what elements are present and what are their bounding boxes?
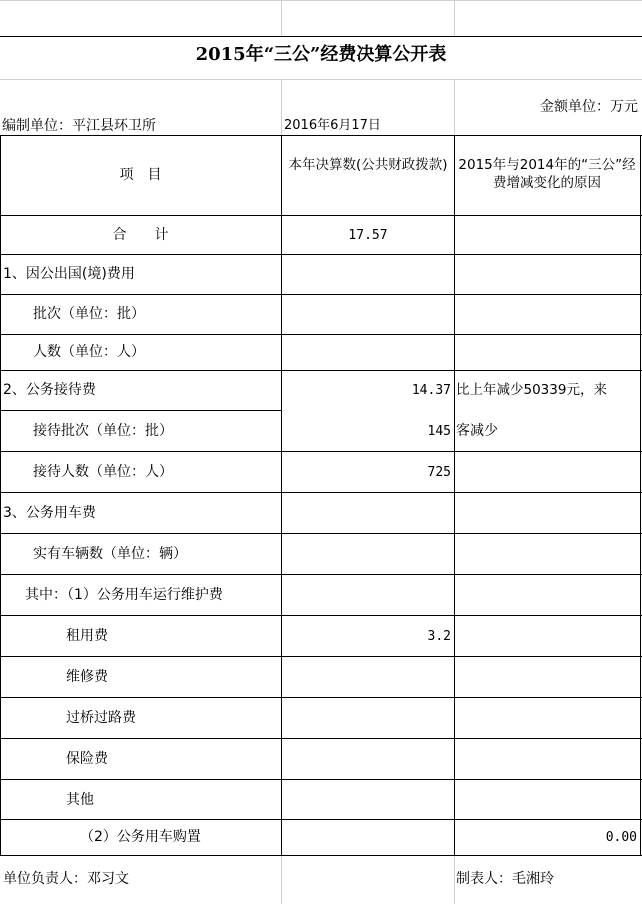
row-reception-label: 2、公务接待费: [3, 382, 96, 398]
row-insurance-label: 保险费: [66, 751, 108, 767]
date-label: 2016年6月17日: [284, 118, 381, 133]
row-purchase-label: （2）公务用车购置: [80, 829, 201, 845]
unit-label: 金额单位：万元: [540, 99, 638, 115]
row-vehicle-maint-label: 其中：（1）公务用车运行维护费: [25, 587, 223, 603]
row-reception-people-amount: 725: [427, 465, 451, 480]
row-reception-batches-label: 接待批次（单位：批）: [33, 423, 173, 439]
row-vehicle-count-label: 实有车辆数（单位：辆）: [33, 546, 187, 562]
row-other-label: 其他: [66, 792, 94, 808]
row-reception-batches-reason: 客减少: [456, 423, 498, 439]
org-label: 编制单位：平江县环卫所: [2, 118, 156, 134]
row-repair-label: 维修费: [66, 669, 108, 685]
row-rent-label: 租用费: [66, 628, 108, 644]
page-title: 2015年“三公”经费决算公开表: [195, 44, 447, 65]
row-vehicle-label: 3、公务用车费: [3, 505, 96, 521]
header-reason: 2015年与2014年的“三公”经费增减变化的原因: [458, 157, 636, 191]
header-amount: 本年决算数(公共财政拨款): [288, 157, 448, 173]
row-reception-batches-amount: 145: [427, 424, 451, 439]
row-reception-reason: 比上年减少50339元，来: [456, 382, 607, 398]
row-abroad-people-label: 人数（单位：人）: [33, 344, 145, 360]
row-reception-people-label: 接待人数（单位：人）: [33, 464, 173, 480]
row-total-label: 合 计: [112, 227, 169, 243]
footer-principal: 单位负责人：邓习文: [3, 871, 129, 887]
row-total-amount: 17.57: [348, 228, 388, 243]
row-reception-amount: 14.37: [411, 383, 451, 398]
row-rent-amount: 3.2: [427, 629, 451, 644]
row-toll-label: 过桥过路费: [66, 710, 136, 726]
footer-preparer: 制表人：毛湘玲: [456, 871, 554, 887]
header-item: 项 目: [119, 167, 162, 183]
row-abroad-batches-label: 批次（单位：批）: [33, 306, 145, 322]
row-abroad-label: 1、因公出国(境)费用: [3, 266, 135, 282]
row-purchase-value: 0.00: [605, 830, 637, 845]
